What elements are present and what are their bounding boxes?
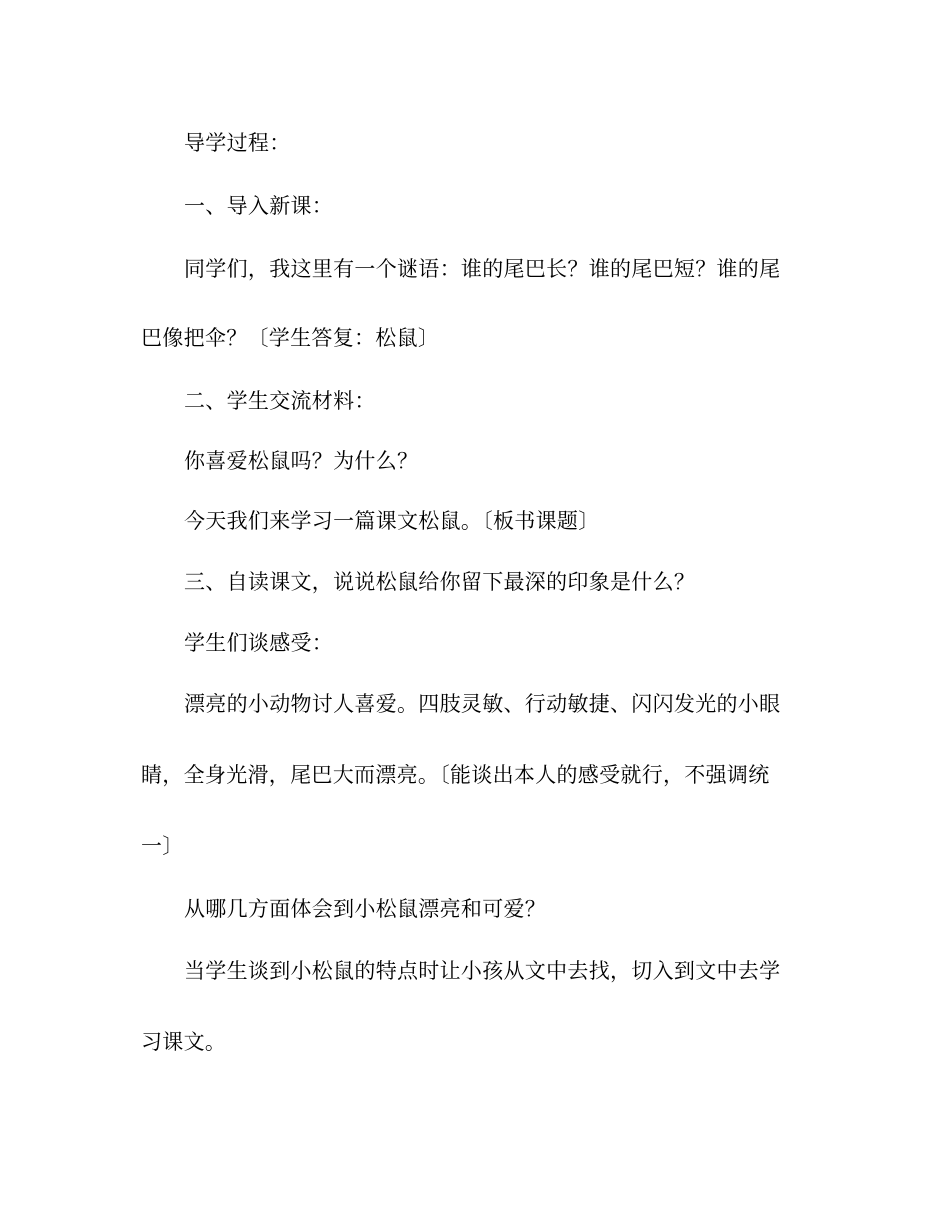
section-three-heading: 三、自读课文，说说松鼠给你留下最深的印象是什么？ [184,570,696,594]
paragraph-line: 从哪几方面体会到小松鼠漂亮和可爱？ [184,897,547,921]
paragraph-line: 一〕 [141,834,184,858]
paragraph-line: 同学们，我这里有一个谜语：谁的尾巴长？谁的尾巴短？谁的尾 [184,257,781,281]
paragraph-line: 习课文。 [141,1030,227,1054]
paragraph-line: 学生们谈感受： [184,631,334,655]
paragraph-line: 巴像把伞？〔学生答复：松鼠〕 [141,326,440,350]
paragraph-line: 你喜爱松鼠吗？为什么？ [184,449,419,473]
heading-guide-process: 导学过程： [184,131,291,155]
paragraph-line: 漂亮的小动物讨人喜爱。四肢灵敏、行动敏捷、闪闪发光的小眼 [184,692,781,716]
section-one-heading: 一、导入新课： [184,194,334,218]
paragraph-line: 当学生谈到小松鼠的特点时让小孩从文中去找，切入到文中去学 [184,959,781,983]
section-two-heading: 二、学生交流材料： [184,389,376,413]
paragraph-line: 睛，全身光滑，尾巴大而漂亮。〔能谈出本人的感受就行，不强调统 [141,763,770,787]
paragraph-line: 今天我们来学习一篇课文松鼠。〔板书课题〕 [184,509,600,533]
